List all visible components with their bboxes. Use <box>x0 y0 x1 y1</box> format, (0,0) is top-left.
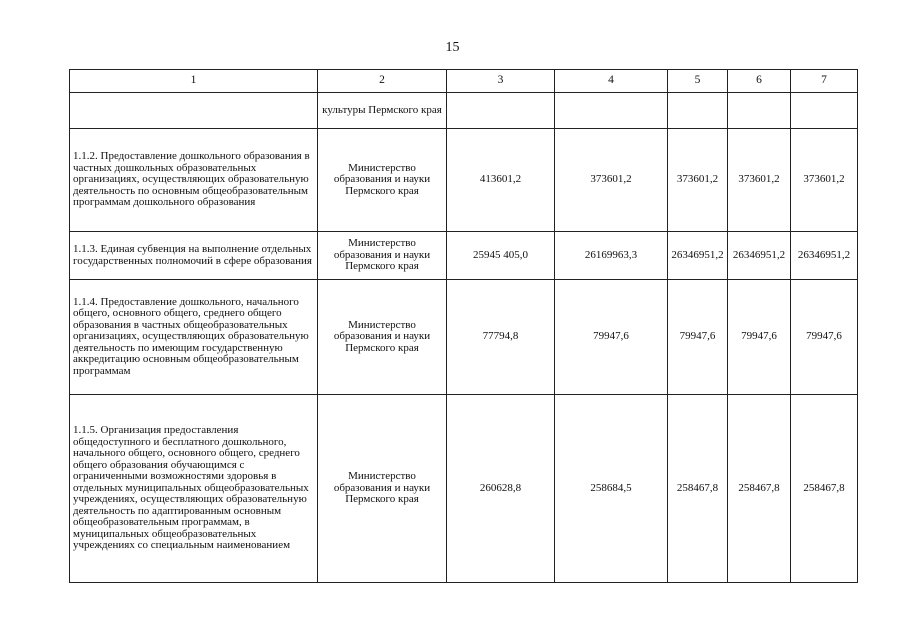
table-row <box>70 280 858 395</box>
row-organization: Министерство образования и науки Пермского края <box>318 232 447 280</box>
value-cell: 79947,6 <box>668 280 728 395</box>
table-cell <box>555 93 668 129</box>
value-cell: 373601,2 <box>728 129 791 232</box>
row-description: 1.1.3. Единая субвенция на выполнение отдельных государственных полномочий в сфере образования <box>70 232 318 280</box>
column-header: 4 <box>555 70 668 93</box>
value-cell: 25945 405,0 <box>447 232 555 280</box>
value-cell: 77794,8 <box>447 280 555 395</box>
value-cell: 413601,2 <box>447 129 555 232</box>
column-header: 3 <box>447 70 555 93</box>
column-header: 5 <box>668 70 728 93</box>
table-row <box>70 232 858 280</box>
value-cell: 258467,8 <box>668 395 728 583</box>
value-cell: 260628,8 <box>447 395 555 583</box>
table-row <box>70 129 858 232</box>
value-cell: 26346951,2 <box>791 232 858 280</box>
value-cell: 373601,2 <box>555 129 668 232</box>
row-organization: Министерство образования и науки Пермского края <box>318 395 447 583</box>
row-organization: Министерство образования и науки Пермского края <box>318 280 447 395</box>
value-cell: 26169963,3 <box>555 232 668 280</box>
table-cell <box>728 93 791 129</box>
value-cell: 258467,8 <box>728 395 791 583</box>
budget-table <box>69 69 858 583</box>
header-row <box>70 70 858 93</box>
value-cell: 373601,2 <box>668 129 728 232</box>
table-cell <box>791 93 858 129</box>
value-cell: 26346951,2 <box>728 232 791 280</box>
row-description: 1.1.2. Предоставление дошкольного образования в частных дошкольных образовательных организациях, осуществляющих образовательную деятельность по основным общеобразовательным программам дошкольного образования <box>70 129 318 232</box>
value-cell: 79947,6 <box>791 280 858 395</box>
table-cell <box>70 93 318 129</box>
column-header: 7 <box>791 70 858 93</box>
row-description: 1.1.4. Предоставление дошкольного, начального общего, основного общего, среднего общего образования в частных общеобразовательных организациях, осуществляющих образовательную деятельность по имеющим государственную аккредитацию основным общеобразовательным программам <box>70 280 318 395</box>
column-header: 6 <box>728 70 791 93</box>
table-cell <box>668 93 728 129</box>
row-description: 1.1.5. Организация предоставления общедоступного и бесплатного дошкольного, начального общего, основного общего, среднего общего образования обучающимся с ограниченными возможностями здоровья в отдельных муниципальных общеобразовательных учреждениях, осуществляющих образовательную деятельность по адаптированным основным общеобразовательным программам, в муниципальных общеобразовательных учреждениях со специальным наименованием <box>70 395 318 583</box>
value-cell: 26346951,2 <box>668 232 728 280</box>
table-cell <box>447 93 555 129</box>
value-cell: 373601,2 <box>791 129 858 232</box>
value-cell: 79947,6 <box>555 280 668 395</box>
page-number: 15 <box>445 40 460 55</box>
value-cell: 79947,6 <box>728 280 791 395</box>
table-row <box>70 395 858 583</box>
table-cell: культуры Пермского края <box>318 93 447 129</box>
row-organization: Министерство образования и науки Пермского края <box>318 129 447 232</box>
column-header: 1 <box>70 70 318 93</box>
column-header: 2 <box>318 70 447 93</box>
table-row-continuation <box>70 93 858 129</box>
value-cell: 258467,8 <box>791 395 858 583</box>
value-cell: 258684,5 <box>555 395 668 583</box>
